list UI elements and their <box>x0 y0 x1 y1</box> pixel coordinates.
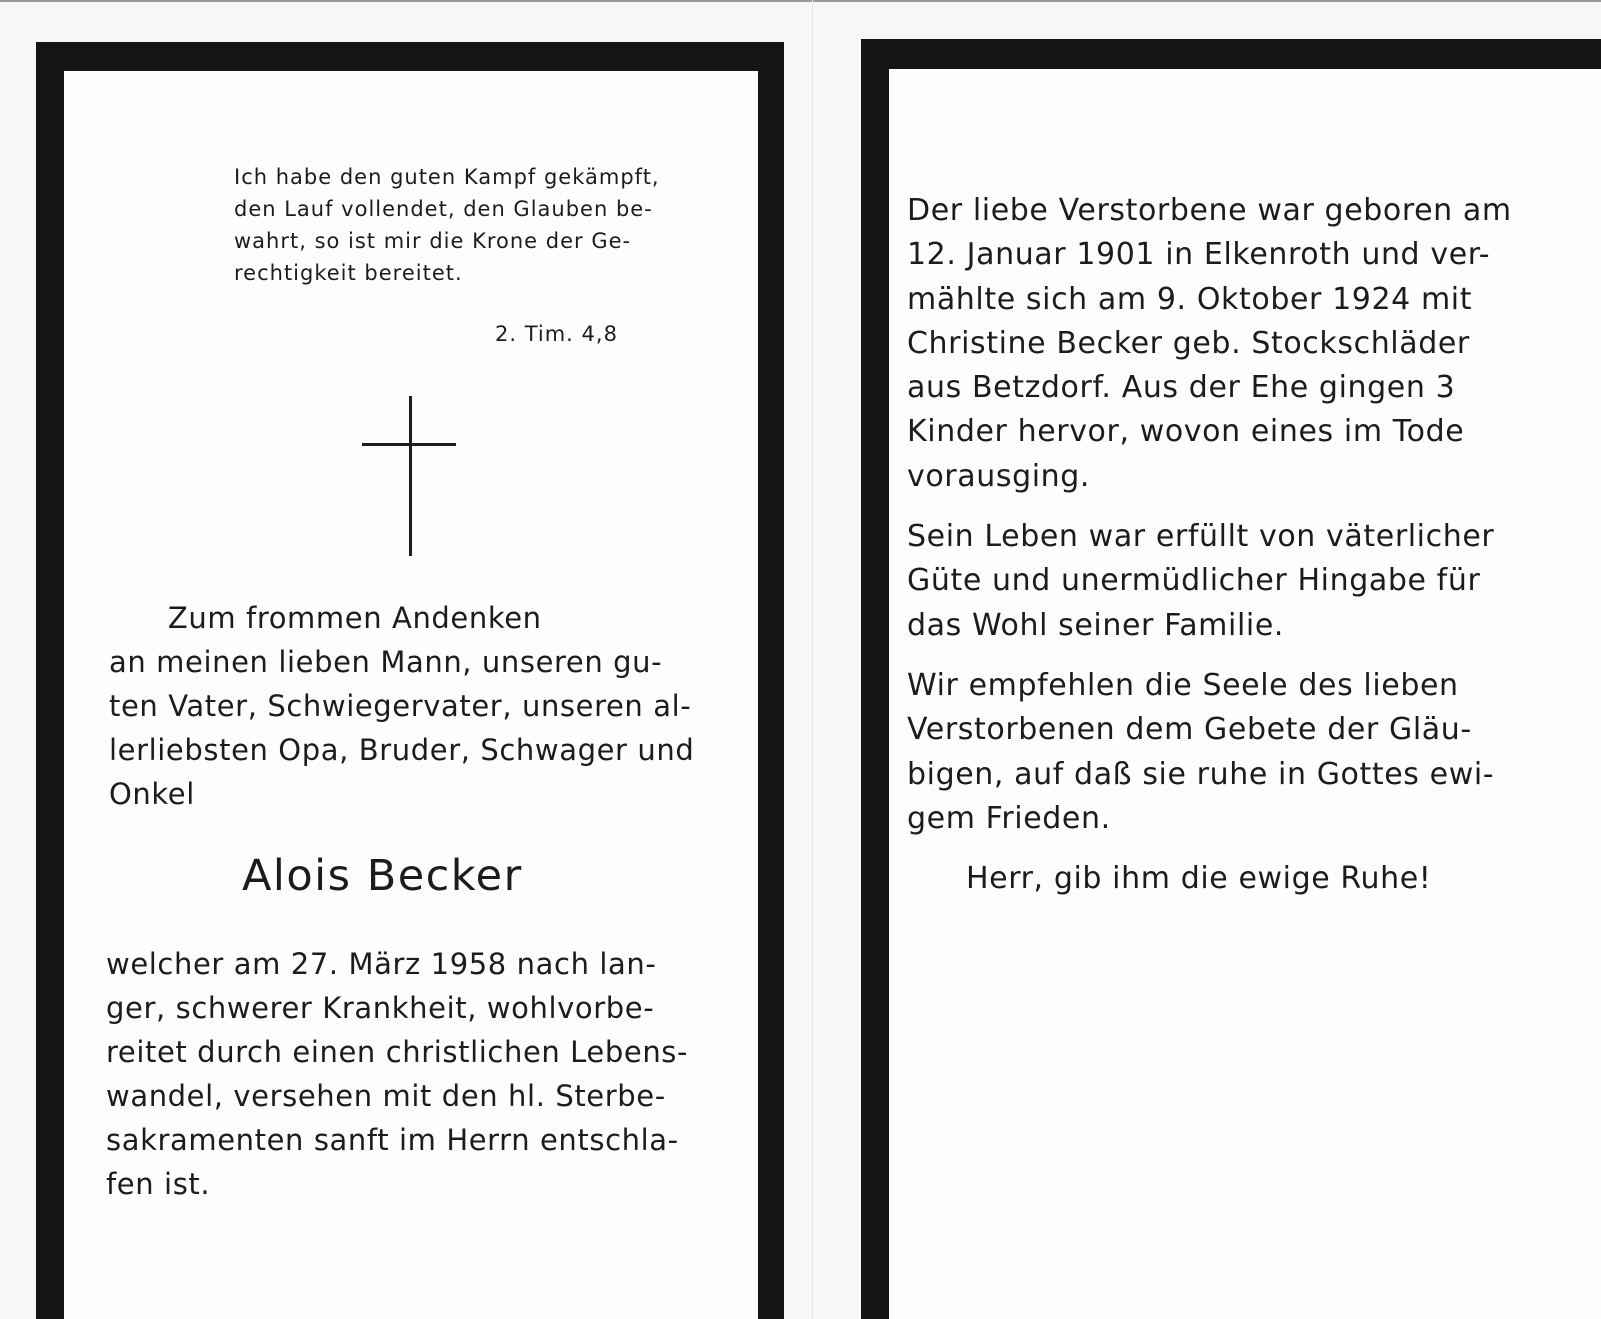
prayer-request: Wir empfehlen die Seele des lieben Verstorbenen dem Gebete der Gläu- bigen, auf daß sie ruhe in Gottes ewi- gem Frieden. <box>907 668 1495 836</box>
deceased-name: Alois Becker <box>242 851 523 901</box>
closing-prayer: Herr, gib ihm die ewige Ruhe! <box>966 861 1432 896</box>
fold-line <box>812 0 813 1319</box>
card-front-panel <box>64 71 758 1319</box>
memorial-dedication: Zum frommen Andenken an meinen lieben Mann, unseren gu- ten Vater, Schwiegervater, unseren al- lerliebsten Opa, Bruder, Schwager und Onkel <box>109 601 695 811</box>
cross-horizontal-bar <box>362 443 456 446</box>
card-back-panel <box>889 69 1601 1319</box>
memorial-card-back <box>861 39 1601 1319</box>
scripture-quote: Ich habe den guten Kampf gekämpft, den Lauf vollendet, den Glauben be- wahrt, so ist mir die Krone der Ge- rechtigkeit bereitet. <box>234 165 660 285</box>
memorial-card-front <box>36 42 784 1319</box>
cross-vertical-bar <box>409 396 412 556</box>
biography-text: Der liebe Verstorbene war geboren am 12. Januar 1901 in Elkenroth und ver- mählte sich am 9. Oktober 1924 mit Christine Becker geb. Stockschläder aus Betzdorf. Aus der Ehe gingen 3 Kinder hervor, wovon eines im Tode vorausging. <box>907 193 1512 494</box>
scan-top-edge <box>0 0 1601 2</box>
scripture-reference: 2. Tim. 4,8 <box>495 322 618 346</box>
death-notice: welcher am 27. März 1958 nach lan- ger, schwerer Krankheit, wohlvorbe- reitet durch einen christlichen Lebens- wandel, versehen mit den hl. Sterbe- sakramenten sanft im Herrn entschla- fen ist. <box>106 947 689 1201</box>
life-text: Sein Leben war erfüllt von väterlicher Güte und unermüdlicher Hingabe für das Wohl seiner Familie. <box>907 519 1495 643</box>
